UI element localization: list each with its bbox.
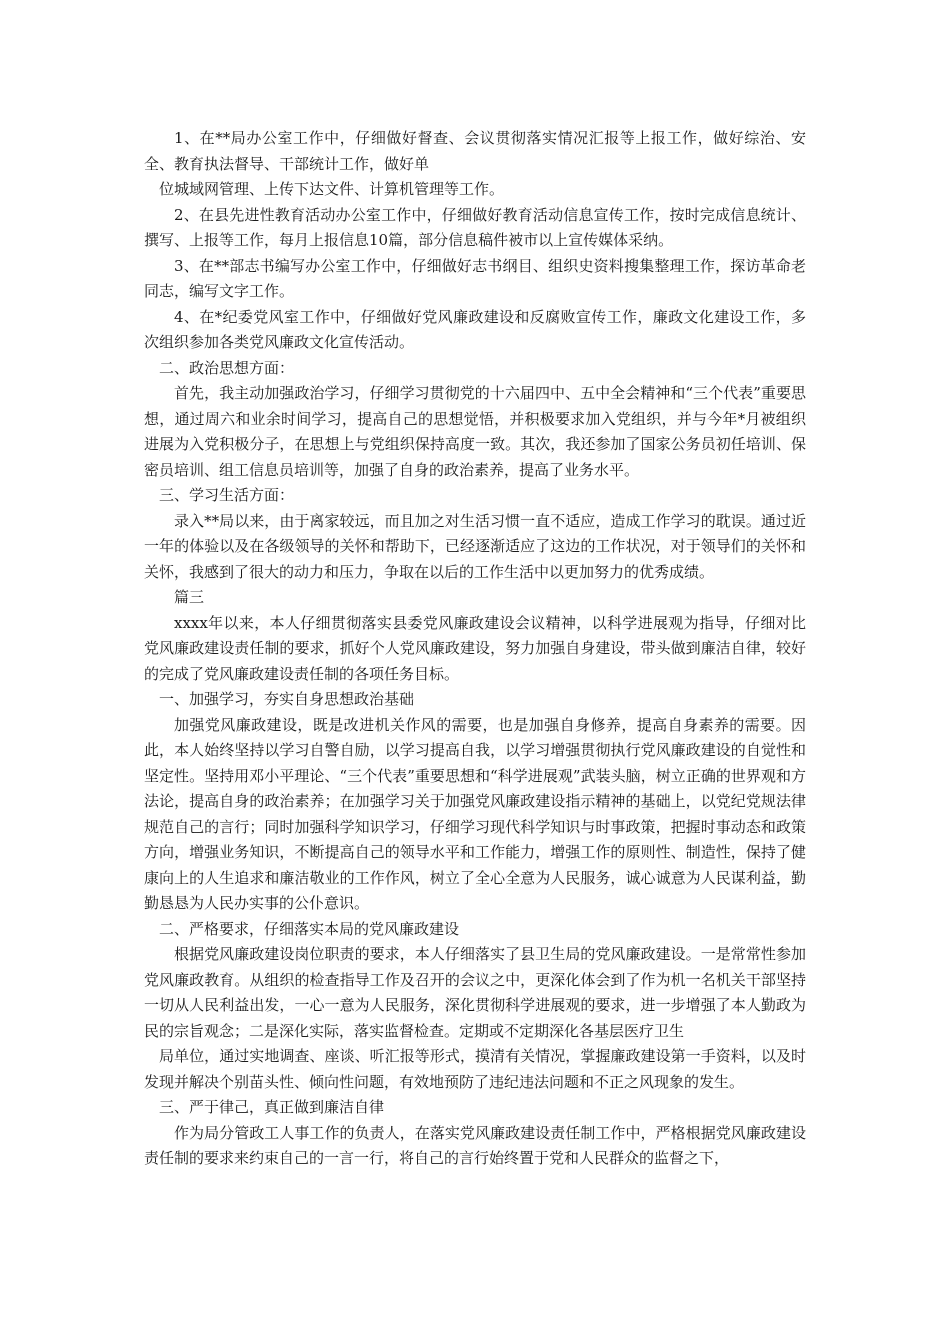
section-heading-strengthen-study: 一、加强学习，夯实自身思想政治基础 — [159, 690, 415, 708]
paragraph-strict-requirements: 根据党风廉政建设岗位职责的要求，本人仔细落实了县卫生局的党风廉政建设。一是常常性参加党风廉政教育。从组织的检查指导工作及召开的会议之中，更深化体会到了作为机一名机关干部坚持一切从人民利益出发，一心一意为人民服务，深化贯彻科学进展观的要求，进一步增强了本人勤政为民的宗旨观念；二是深化实际，落实监督检查。定期或不定期深化各基层医疗卫生 — [144, 945, 806, 1040]
document-page — [144, 126, 806, 1172]
paragraph-intro-part-three: xxxx年以来，本人仔细贯彻落实县委党风廉政建设会议精神，以科学进展观为指导，仔细对比党风廉政建设责任制的要求，抓好个人党风廉政建设，努力加强自身建设，带头做到廉洁自律，较好的完成了党风廉政建设责任制的各项任务目标。 — [144, 613, 806, 683]
paragraph-item-3: 3、在**部志书编写办公室工作中，仔细做好志书纲目、组织史资料搜集整理工作，探访革命老同志，编写文字工作。 — [144, 256, 806, 300]
paragraph-item-1: 1、在**局办公室工作中，仔细做好督查、会议贯彻落实情况汇报等上报工作，做好综治、安全、教育执法督导、干部统计工作，做好单 — [144, 129, 806, 173]
paragraph-strict-requirements-continued: 局单位，通过实地调查、座谈、听汇报等形式，摸清有关情况，掌握廉政建设第一手资料，以及时发现并解决个别苗头性、倾向性问题，有效地预防了违纪违法问题和不正之风现象的发生。 — [144, 1047, 806, 1091]
paragraph-self-discipline: 作为局分管政工人事工作的负责人，在落实党风廉政建设责任制工作中，严格根据党风廉政建设责任制的要求来约束自己的一言一行，将自己的言行始终置于党和人民群众的监督之下， — [144, 1123, 806, 1167]
paragraph-item-2: 2、在县先进性教育活动办公室工作中，仔细做好教育活动信息宣传工作，按时完成信息统计、撰写、上报等工作，每月上报信息10篇，部分信息稿件被市以上宣传媒体采纳。 — [144, 205, 806, 249]
paragraph-strengthen-study: 加强党风廉政建设，既是改进机关作风的需要，也是加强自身修养，提高自身素养的需要。因此，本人始终坚持以学习自警自励，以学习提高自我，以学习增强贯彻执行党风廉政建设的自觉性和坚定性。坚持用邓小平理论、“三个代表”重要思想和“科学进展观”武装头脑，树立正确的世界观和方法论，提高自身的政治素养；在加强学习关于加强党风廉政建设指示精神的基础上，以党纪党规法律规范自己的言行；同时加强科学知识学习，仔细学习现代科学知识与时事政策，把握时事动态和政策方向，增强业务知识，不断提高自己的领导水平和工作能力，增强工作的原则性、制造性，保持了健康向上的人生追求和廉洁敬业的工作作风，树立了全心全意为人民服务，诚心诚意为人民谋利益，勤勤恳恳为人民办实事的公仆意识。 — [144, 715, 806, 912]
section-heading-self-discipline: 三、严于律己，真正做到廉洁自律 — [159, 1098, 385, 1116]
section-heading-political: 二、政治思想方面： — [159, 358, 295, 377]
section-heading-study-life: 三、学习生活方面： — [159, 486, 295, 504]
section-heading-strict-requirements: 二、严格要求，仔细落实本局的党风廉政建设 — [159, 919, 460, 938]
paragraph-political: 首先，我主动加强政治学习，仔细学习贯彻党的十六届四中、五中全会精神和“三个代表”重要思想，通过周六和业余时间学习，提高自己的思想觉悟，并积极要求加入党组织，并与今年*月被组织进展为入党积极分子，在思想上与党组织保持高度一致。其次，我还参加了国家公务员初任培训、保密员培训、组工信息员培训等，加强了自身的政治素养，提高了业务水平。 — [144, 384, 806, 479]
paragraph-study-life: 录入**局以来，由于离家较远，而且加之对生活习惯一直不适应，造成工作学习的耽误。通过近一年的体验以及在各级领导的关怀和帮助下，已经逐渐适应了这边的工作状况，对于领导们的关怀和关怀，我感到了很大的动力和压力，争取在以后的工作生活中以更加努力的优秀成绩。 — [144, 511, 806, 581]
chapter-heading-part-three: 篇三 — [174, 588, 205, 606]
paragraph-item-4: 4、在*纪委党风室工作中，仔细做好党风廉政建设和反腐败宣传工作，廉政文化建设工作，多次组织参加各类党风廉政文化宣传活动。 — [144, 307, 806, 351]
paragraph-item-1-continued: 位城域网管理、上传下达文件、计算机管理等工作。 — [159, 180, 505, 198]
